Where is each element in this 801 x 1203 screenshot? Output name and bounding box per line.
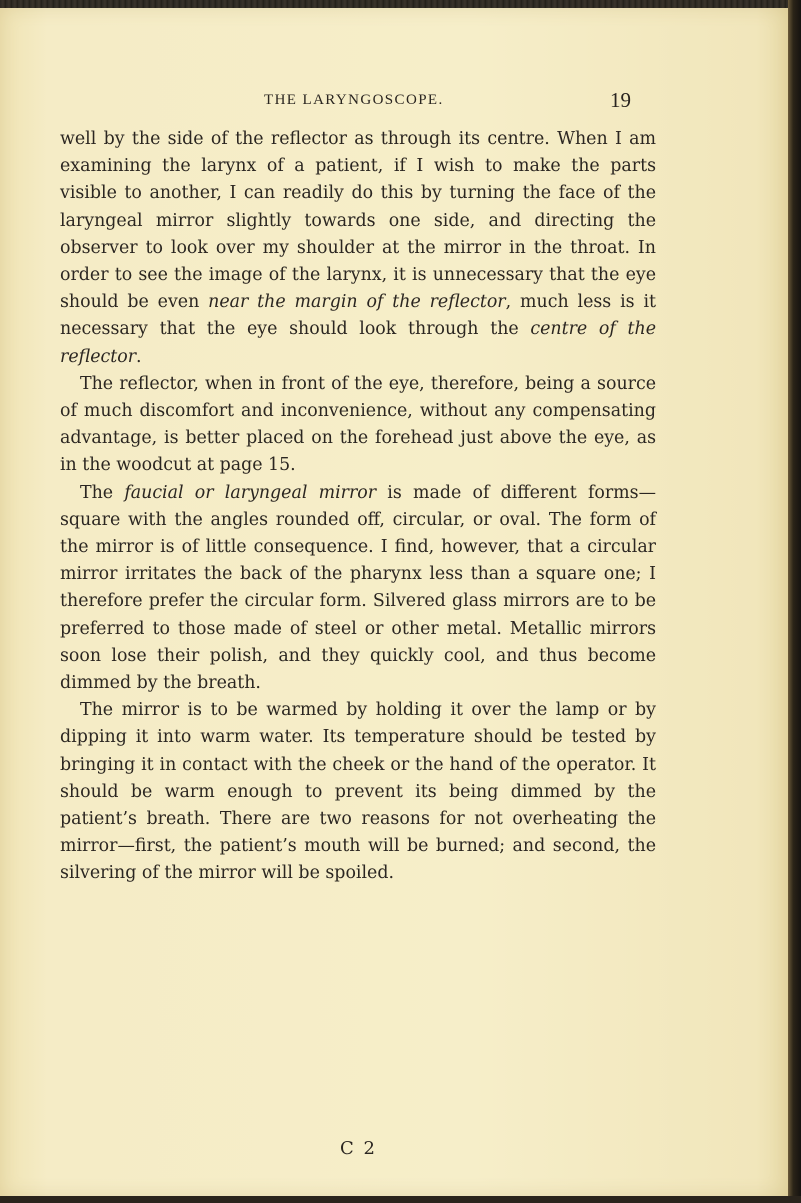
paragraph-2: The reflector, when in front of the eye, therefore, being a source of much discomfort and inconvenience, without any compensating advantage, is better placed on the forehead just above the eye, as in the woodcut at page 15. [60,373,656,476]
paragraph-1-text-b: , much less is it necessary that the eye should look through the [60,292,656,340]
paragraph-1 [60,126,656,371]
paragraph-1-text-c: . [136,346,142,367]
paragraph-1-italic-b: centre of the reflector [60,319,656,367]
paragraph-3-italic: faucial or laryngeal mirror [124,482,377,503]
scan-right-edge [788,0,801,1203]
paragraph-3-text-b: is made of different forms—square with the angles rounded off, circular, or oval. The form of the mirror is of little consequence. I find, however, that a circular mirror irritates the back of the pharynx less than a square one; I therefore prefer the circular form. Silvered glass mirrors are to be preferred to those made of steel or other metal. Metallic mirrors soon lose their polish, and they quickly cool, and thus become dimmed by the breath. [60,482,656,694]
paragraph-1-italic-a: near the margin of the reflector [208,292,506,313]
page-header [0,88,788,114]
book-page [0,8,788,1196]
scan-bottom-edge [0,1196,801,1203]
paragraph-4: The mirror is to be warmed by holding it over the lamp or by dipping it into warm water. Its temperature should be tested by bringing it in contact with the cheek or the hand of the operator. It should be warm enough to prevent its being dimmed by the patient’s breath. There are two reasons for not overheating the mirror—first, the patient’s mouth will be burned; and second, the silvering of the mirror will be spoiled. [60,700,656,884]
running-head: THE LARYNGOSCOPE. [264,92,444,108]
body-text [60,126,656,888]
page-number: 19 [610,88,631,112]
paragraph-1-text-a: well by the side of the reflector as through its centre. When I am examining the larynx of a patient, if I wish to make the parts visible to another, I can readily do this by turning the face of the laryngeal mirror slightly towards one side, and directing the observer to look over my shoulder at the mirror in the throat. In order to see the image of the larynx, it is unnecessary that the eye should be even [60,129,656,313]
signature-mark: C 2 [340,1138,377,1159]
paragraph-3 [60,480,656,698]
paragraph-3-text-a: The [80,482,125,503]
scan-top-edge [0,0,801,8]
